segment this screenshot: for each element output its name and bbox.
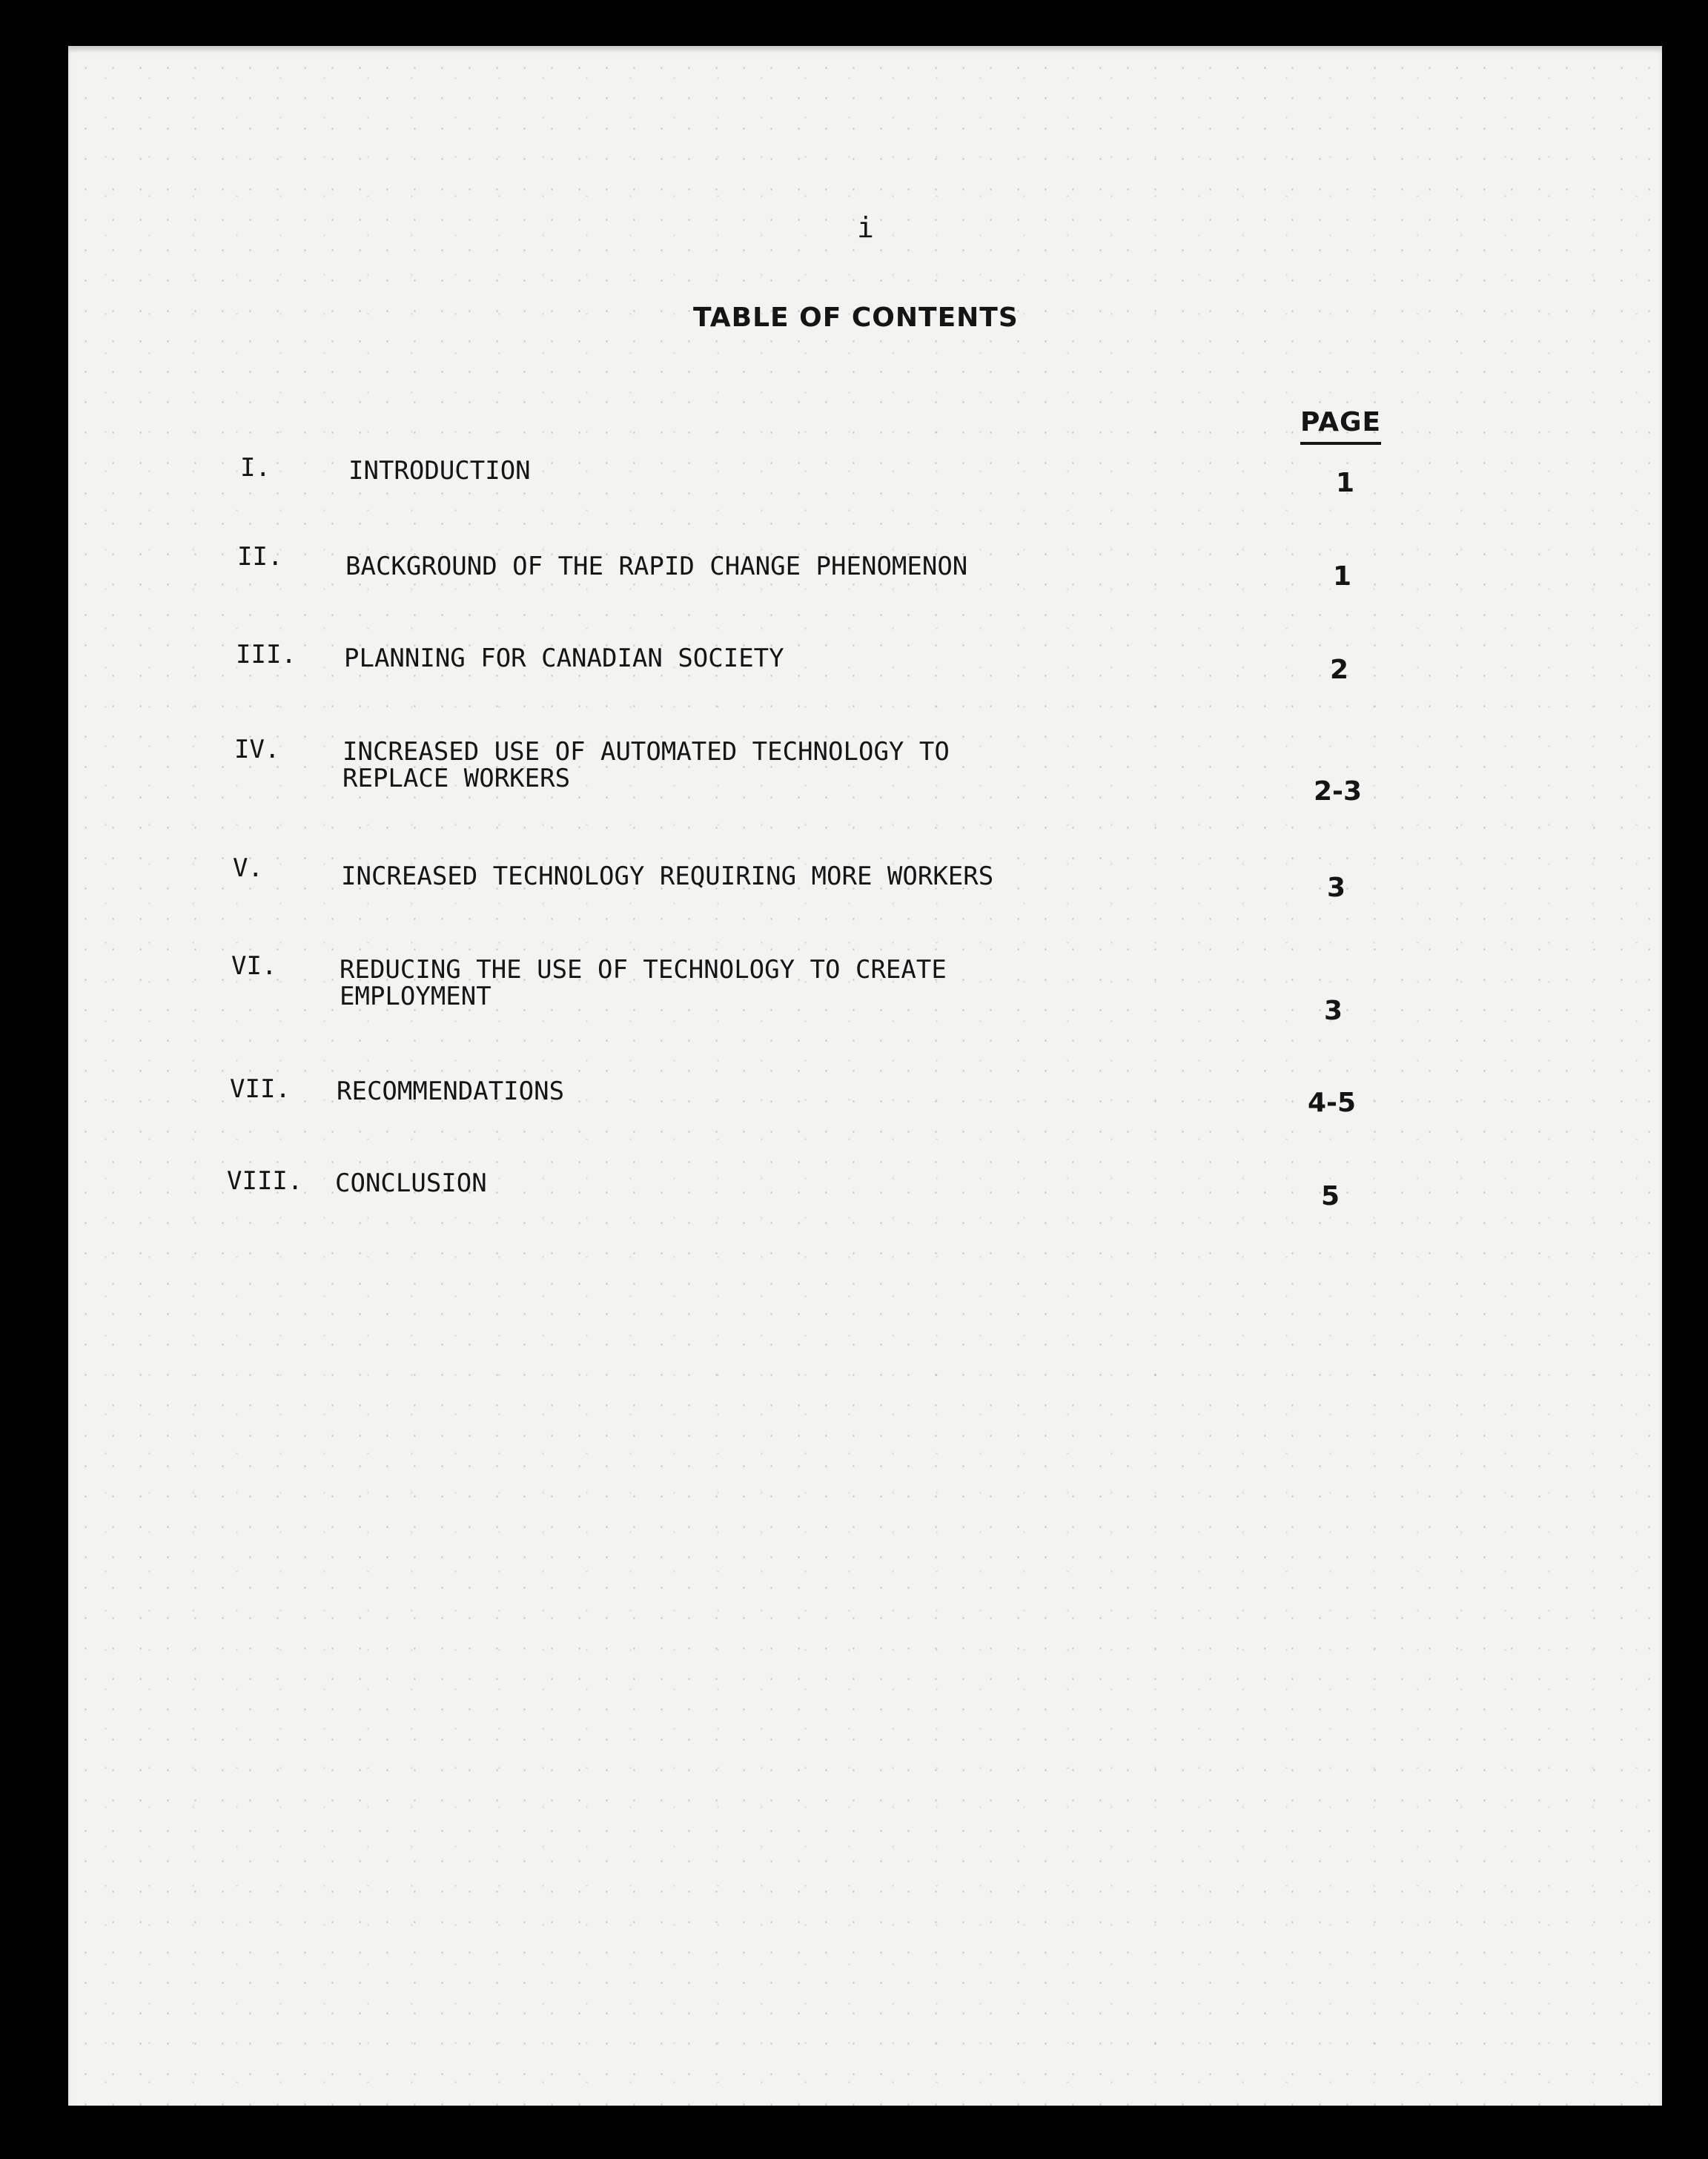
- toc-entry-page: 1: [1333, 561, 1352, 592]
- toc-entry-page: 2-3: [1314, 776, 1363, 807]
- page-column-header: PAGE: [1300, 409, 1381, 445]
- toc-entry-title: BACKGROUND OF THE RAPID CHANGE PHENOMENON: [345, 552, 968, 581]
- toc-title: TABLE OF CONTENTS: [693, 302, 1019, 333]
- toc-entry-title: INCREASED TECHNOLOGY REQUIRING MORE WORKERS: [341, 862, 994, 891]
- toc-entry-page: 3: [1324, 996, 1343, 1026]
- toc-entry-title: CONCLUSION: [335, 1168, 487, 1198]
- toc-entry-numeral: I.: [240, 453, 271, 483]
- toc-entry-title: REDUCING THE USE OF TECHNOLOGY TO CREATE EMPLOYMENT: [340, 955, 947, 1011]
- toc-entry-numeral: IV.: [234, 735, 280, 764]
- page-number: i: [857, 211, 875, 244]
- toc-entry-numeral: II.: [237, 542, 283, 572]
- toc-entry-title: PLANNING FOR CANADIAN SOCIETY: [344, 644, 784, 673]
- toc-entry-numeral: VIII.: [227, 1166, 303, 1196]
- document-page: [68, 46, 1662, 2106]
- toc-entry-page: 1: [1336, 468, 1355, 498]
- toc-entry-page: 4-5: [1308, 1088, 1357, 1118]
- toc-entry-numeral: VI.: [231, 951, 277, 981]
- toc-entry-title: INTRODUCTION: [348, 456, 531, 486]
- toc-entry-numeral: III.: [236, 640, 297, 669]
- toc-entry-numeral: VII.: [230, 1074, 291, 1104]
- toc-entry-title: RECOMMENDATIONS: [337, 1077, 565, 1106]
- toc-entry-page: 5: [1321, 1181, 1340, 1211]
- toc-entry-page: 3: [1327, 873, 1346, 903]
- toc-entry-page: 2: [1330, 655, 1349, 685]
- toc-entry-title: INCREASED USE OF AUTOMATED TECHNOLOGY TO REPLACE WORKERS: [342, 737, 950, 793]
- toc-entry-numeral: V.: [233, 853, 263, 883]
